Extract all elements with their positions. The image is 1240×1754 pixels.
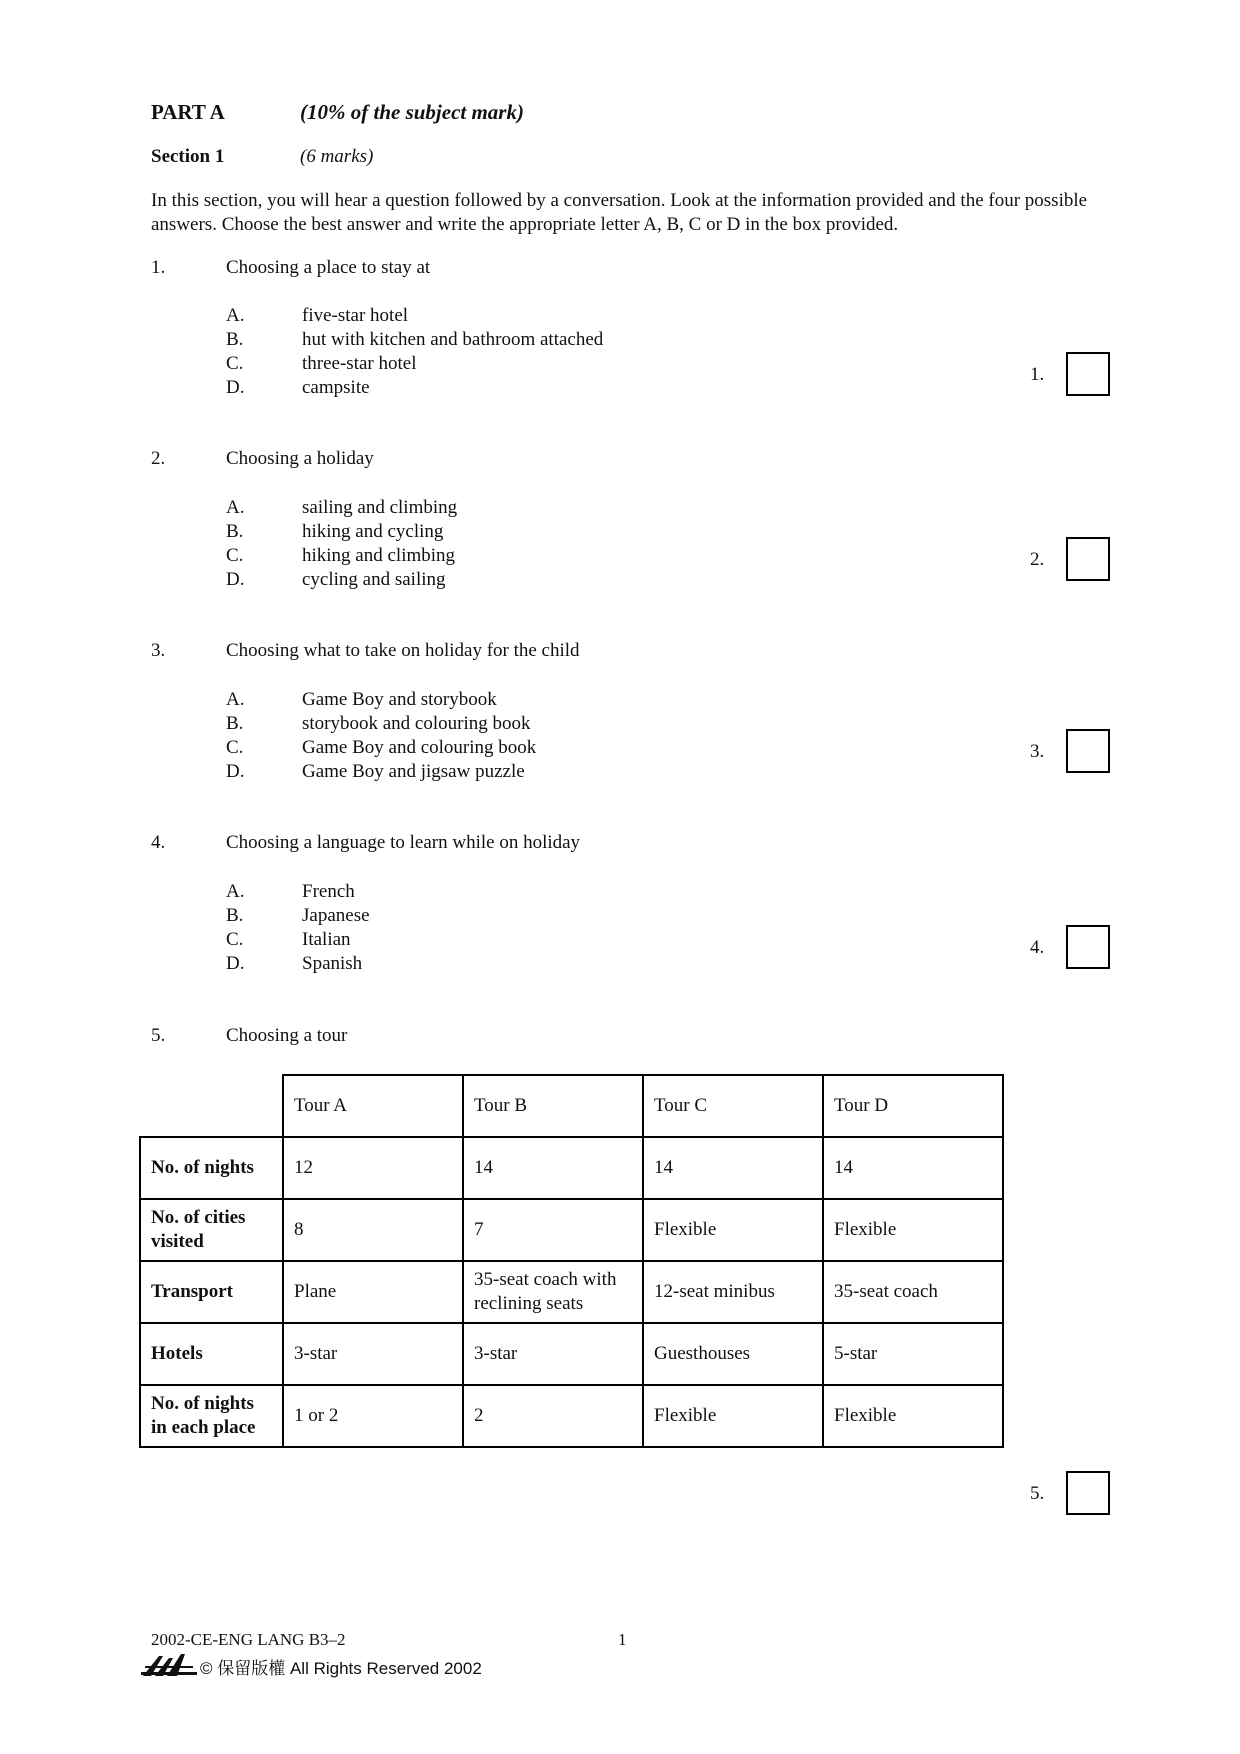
option-letter: D.: [226, 761, 245, 782]
question-text: Choosing a place to stay at: [226, 257, 431, 278]
option-letter: B.: [226, 905, 244, 926]
question-number: 5.: [151, 1025, 166, 1046]
tour-table: [139, 1074, 1004, 1448]
part-title: PART A: [151, 100, 225, 124]
answer-label: 4.: [1030, 937, 1045, 958]
option-text: French: [302, 881, 355, 902]
table-header-cell: Tour D: [823, 1075, 1003, 1137]
option-letter: B.: [226, 329, 244, 350]
row-header: Transport: [140, 1261, 283, 1323]
option-text: hut with kitchen and bathroom attached: [302, 329, 604, 350]
option-letter: B.: [226, 713, 244, 734]
table-cell: 2: [463, 1385, 643, 1447]
option-text: Japanese: [302, 905, 370, 926]
question-text: Choosing a holiday: [226, 448, 374, 469]
option-text: hiking and cycling: [302, 521, 444, 542]
answer-label: 2.: [1030, 549, 1045, 570]
option-text: sailing and climbing: [302, 497, 458, 518]
option-letter: D.: [226, 569, 245, 590]
exam-code: 2002-CE-ENG LANG B3–2: [151, 1630, 346, 1649]
option-letter: D.: [226, 953, 245, 974]
table-cell: Guesthouses: [643, 1323, 823, 1385]
option-text: Game Boy and storybook: [302, 689, 497, 710]
answer-box-1[interactable]: [1066, 352, 1110, 396]
table-cell: 3-star: [283, 1323, 463, 1385]
page-number: 1: [618, 1630, 627, 1649]
table-row: [140, 1385, 1003, 1447]
table-cell: 12-seat minibus: [643, 1261, 823, 1323]
option-text: Game Boy and colouring book: [302, 737, 537, 758]
option-letter: A.: [226, 305, 245, 326]
answer-box-2[interactable]: [1066, 537, 1110, 581]
table-row: [140, 1261, 1003, 1323]
table-cell: 14: [643, 1137, 823, 1199]
table-cell: Flexible: [823, 1199, 1003, 1261]
table-row: [140, 1323, 1003, 1385]
question-text: Choosing a language to learn while on holiday: [226, 832, 581, 853]
question-text: Choosing a tour: [226, 1025, 348, 1046]
option-letter: C.: [226, 353, 244, 374]
option-letter: C.: [226, 545, 244, 566]
table-cell: 8: [283, 1199, 463, 1261]
table-cell: 7: [463, 1199, 643, 1261]
option-letter: A.: [226, 689, 245, 710]
option-text: Game Boy and jigsaw puzzle: [302, 761, 525, 782]
table-cell: 14: [823, 1137, 1003, 1199]
option-text: Italian: [302, 929, 351, 950]
table-cell: 35-seat coach with reclining seats: [463, 1261, 643, 1323]
option-text: five-star hotel: [302, 305, 409, 326]
copyright-notice: © 保留版權 All Rights Reserved 2002: [200, 1659, 482, 1678]
table-cell: 14: [463, 1137, 643, 1199]
option-text: Spanish: [302, 953, 363, 974]
answer-box-3[interactable]: [1066, 729, 1110, 773]
option-text: storybook and colouring book: [302, 713, 531, 734]
answer-label: 1.: [1030, 364, 1045, 385]
table-header-cell: Tour B: [463, 1075, 643, 1137]
option-letter: D.: [226, 377, 245, 398]
table-cell: Flexible: [643, 1199, 823, 1261]
part-note: (10% of the subject mark): [300, 100, 524, 124]
option-letter: A.: [226, 881, 245, 902]
section-title: Section 1: [151, 146, 225, 167]
question-text: Choosing what to take on holiday for the child: [226, 640, 580, 661]
question-number: 2.: [151, 448, 166, 469]
question-number: 4.: [151, 832, 166, 853]
option-letter: C.: [226, 737, 244, 758]
table-cell: 35-seat coach: [823, 1261, 1003, 1323]
option-text: campsite: [302, 377, 370, 398]
table-corner: [140, 1075, 283, 1137]
table-cell: Flexible: [643, 1385, 823, 1447]
answer-label: 3.: [1030, 741, 1045, 762]
section-note: (6 marks): [300, 146, 374, 167]
option-letter: B.: [226, 521, 244, 542]
row-header: Hotels: [140, 1323, 283, 1385]
option-letter: A.: [226, 497, 245, 518]
table-cell: 5-star: [823, 1323, 1003, 1385]
option-text: three-star hotel: [302, 353, 417, 374]
table-row: [140, 1137, 1003, 1199]
instructions: In this section, you will hear a question followed by a conversation. Look at the information provided and the four possible answers. Choose the best answer and write the appropriate letter A, B, C or D in the box provided.: [151, 190, 1088, 235]
answer-box-5[interactable]: [1066, 1471, 1110, 1515]
table-cell: 12: [283, 1137, 463, 1199]
table-cell: 1 or 2: [283, 1385, 463, 1447]
question-number: 3.: [151, 640, 166, 661]
hkeaa-logo-icon: [141, 1652, 199, 1678]
row-header: No. of cities visited: [140, 1199, 283, 1261]
table-cell: 3-star: [463, 1323, 643, 1385]
answer-label: 5.: [1030, 1483, 1045, 1504]
table-header-cell: Tour A: [283, 1075, 463, 1137]
option-text: cycling and sailing: [302, 569, 446, 590]
question-number: 1.: [151, 257, 166, 278]
table-row: [140, 1199, 1003, 1261]
option-text: hiking and climbing: [302, 545, 456, 566]
table-header-row: [140, 1075, 1003, 1137]
row-header: No. of nights in each place: [140, 1385, 283, 1447]
answer-box-4[interactable]: [1066, 925, 1110, 969]
table-header-cell: Tour C: [643, 1075, 823, 1137]
table-cell: Flexible: [823, 1385, 1003, 1447]
table-cell: Plane: [283, 1261, 463, 1323]
row-header: No. of nights: [140, 1137, 283, 1199]
option-letter: C.: [226, 929, 244, 950]
